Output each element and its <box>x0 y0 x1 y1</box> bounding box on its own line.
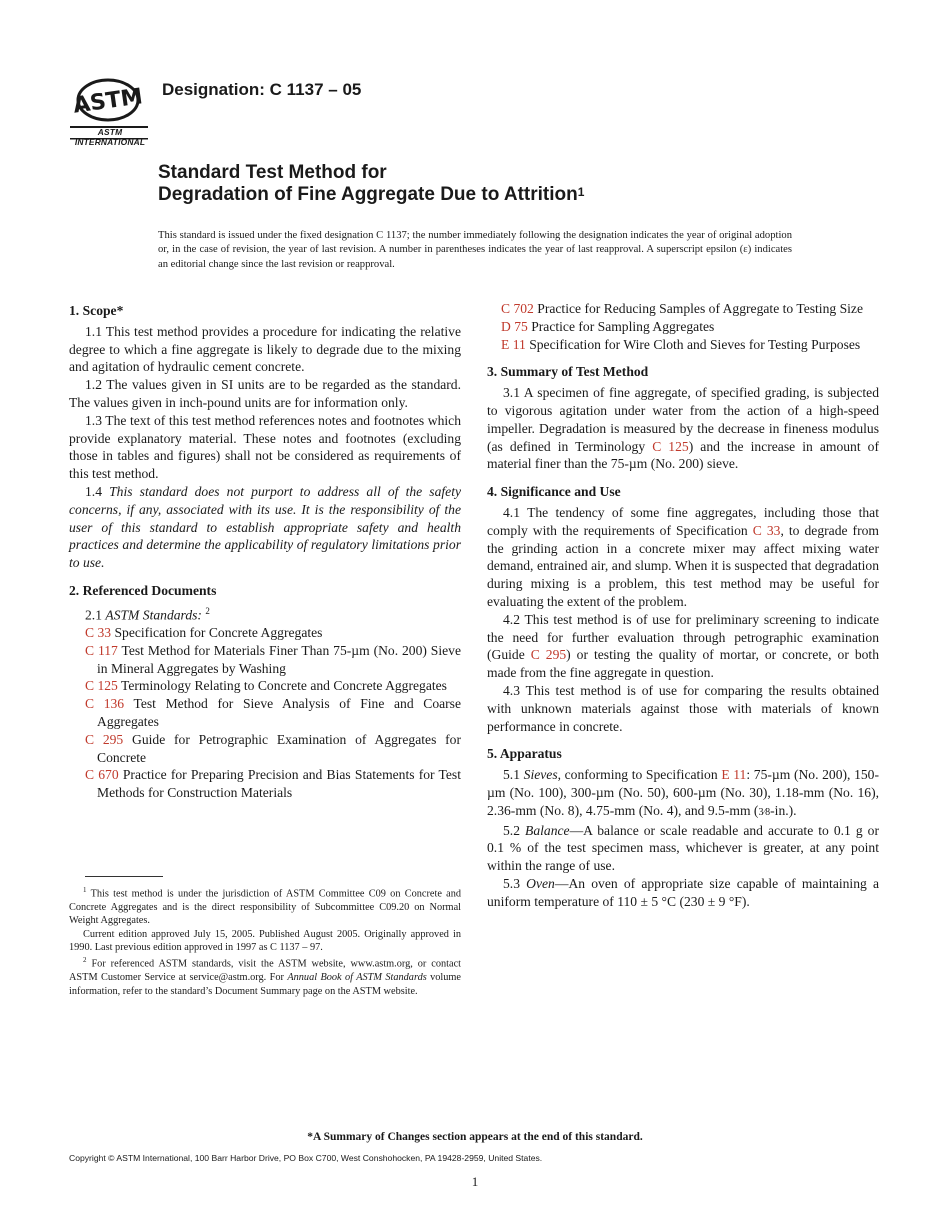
footnote-1-text: This test method is under the jurisdiction of ASTM Committee C09 on Concrete and Concrete Aggregates and is the direct responsibility of Subcommittee C09.20 on Normal Weight Aggregates. <box>69 888 462 927</box>
svg-text:ASTM: ASTM <box>71 84 145 119</box>
link-c295[interactable]: C 295 <box>530 647 567 663</box>
para-5-1-text-c: -in.). <box>770 802 797 818</box>
para-4-3: 4.3 This test method is of use for comparing the results obtained with unknown materials against those with materials of known performance in concrete. <box>487 682 879 734</box>
scope-heading: 1. Scope* <box>69 303 124 318</box>
para-5-2-text: —A balance or scale readable and accurate to 0.1 g or 0.1 % of the test specimen mass, whichever is greater, at any point within the range of use. <box>487 822 879 874</box>
para-4-2-text-b: ) or testing the quality of mortar, or concrete, or both made from the fine aggregate in question. <box>487 647 880 681</box>
ref-title: Test Method for Sieve Analysis of Fine and Coarse Aggregates <box>97 696 461 730</box>
footnote-2-italic: Annual Book of ASTM Standards <box>287 972 427 984</box>
footnote-2 <box>69 954 461 998</box>
para-3-1-text-b: ) and the increase in amount of material finer than the 75-µm (No. 200) sieve. <box>487 438 879 472</box>
ref-item <box>69 642 461 678</box>
designation: Designation: C 1137 – 05 <box>162 80 362 99</box>
summary-heading: 3. Summary of Test Method <box>487 364 649 380</box>
ref-link-e11[interactable]: E 11 <box>501 336 526 352</box>
astm-logo <box>68 78 152 147</box>
footnote-2-text-a: For referenced ASTM standards, visit the ASTM website, www.astm.org, or contact ASTM Customer Service at service@astm.org. For <box>69 958 462 984</box>
para-3-1-text-a: 3.1 A specimen of fine aggregate, of specified grading, is subjected to vigorous agitation under water from the action of a high-speed impeller. Degradation is measured by the decrease in fineness modulus (as defined in Terminology <box>487 385 879 454</box>
footnotes <box>69 884 461 998</box>
para-5-1-text-a: , conforming to Specification <box>557 767 722 783</box>
ref-item <box>69 695 461 731</box>
ref-title: Specification for Wire Cloth and Sieves for Testing Purposes <box>529 336 861 352</box>
para-3-1 <box>487 384 879 473</box>
para-5-1-term: Sieves <box>523 767 558 783</box>
significance-heading: 4. Significance and Use <box>487 484 621 500</box>
ref-title: Practice for Sampling Aggregates <box>531 318 715 334</box>
ref-title: Guide for Petrographic Examination of Aggregates for Concrete <box>97 731 461 765</box>
ref-link-c136[interactable]: C 136 <box>85 696 125 712</box>
para-1-4-num: 1.4 <box>85 483 110 499</box>
para-5-3-num: 5.3 <box>503 875 527 891</box>
para-5-2-term: Balance <box>525 822 570 838</box>
para-4-2 <box>487 611 879 682</box>
para-4-1-text-a: 4.1 The tendency of some fine aggregates, including those that comply with the requirements of Specification <box>487 504 879 538</box>
copyright: Copyright © ASTM International, 100 Barr Harbor Drive, PO Box C700, West Conshohocken, PA 19428-2959, United States. <box>69 1153 543 1163</box>
footnote-1-mark: 1 <box>83 886 87 894</box>
title-footnote-mark: 1 <box>577 185 585 199</box>
ref-item <box>69 731 461 767</box>
footnote-1 <box>69 884 461 928</box>
para-5-2-num: 5.2 <box>503 822 526 838</box>
logo-text: ASTM INTERNATIONAL <box>74 127 146 147</box>
ref-link-c702[interactable]: C 702 <box>501 301 534 316</box>
para-1-4 <box>69 483 461 572</box>
para-1-1: 1.1 This test method provides a procedure for indicating the relative degree to which a fine aggregate is likely to degrade due to the mixing and agitation of hydraulic cement concrete. <box>69 323 461 375</box>
apparatus-heading: 5. Apparatus <box>487 746 562 762</box>
fraction-three-eighths: 3⁄8 <box>758 806 771 818</box>
link-c125[interactable]: C 125 <box>652 438 689 454</box>
para-5-1 <box>487 766 879 821</box>
footnote-2-text-b: volume information, refer to the standard’s Document Summary page on the ASTM website. <box>69 972 462 997</box>
para-2-1 <box>69 603 461 624</box>
ref-title: Specification for Concrete Aggregates <box>114 625 323 641</box>
ref-item <box>69 766 461 802</box>
para-4-2-text-a: 4.2 This test method is of use for preliminary screening to indicate the need for further evaluation through petrographic examination (Guide <box>487 611 879 663</box>
ref-link-c295[interactable]: C 295 <box>85 731 124 747</box>
ref-link-c670[interactable]: C 670 <box>85 767 119 783</box>
ref-item <box>69 624 461 642</box>
title-line-2 <box>158 183 584 207</box>
footnote-2-mark: 2 <box>83 956 87 965</box>
para-5-2 <box>487 822 879 875</box>
ref-item <box>69 677 461 695</box>
para-4-1-text-b: , to degrade from the grinding action in a concrete mixer may affect mixing water demand, entrained air, and slump. When it is suspected that degradation during mixing is a problem, this test method may be useful for evaluating the extent of the problem. <box>487 522 879 609</box>
para-1-3: 1.3 The text of this test method references notes and footnotes which provide explanatory material. These notes and footnotes (excluding those in tables and figures) shall not be considered as requirements of this test method. <box>69 412 461 482</box>
ref-item <box>487 300 879 318</box>
referenced-heading: 2. Referenced Documents <box>69 582 217 598</box>
para-2-1-num: 2.1 <box>85 607 106 623</box>
title-text: Degradation of Fine Aggregate Due to Attrition <box>158 184 578 205</box>
footnote-divider <box>85 876 163 877</box>
para-5-3 <box>487 875 879 911</box>
title-line-1: Standard Test Method for <box>158 162 387 183</box>
para-5-1-text-b: : 75-µm (No. 200), 150-µm (No. 100), 300-µm (No. 50), 600-µm (No. 30), 1.18-mm (No. 16), 2.36-mm (No. 8), 4.75-mm (No. 4), and 9.5-mm ( <box>487 767 880 818</box>
ref-link-c117[interactable]: C 117 <box>85 642 118 658</box>
para-5-3-text: —An oven of appropriate size capable of maintaining a uniform temperature of 110 ± 5 °C (230 ± 9 °F). <box>487 875 879 909</box>
para-5-1-num: 5.1 <box>503 767 524 783</box>
summary-of-changes-note: *A Summary of Changes section appears at the end of this standard. <box>307 1131 643 1143</box>
ref-link-c125[interactable]: C 125 <box>85 678 118 694</box>
link-c33[interactable]: C 33 <box>752 522 781 538</box>
footnote-1-edition: Current edition approved July 15, 2005. Published August 2005. Originally approved in 1990. Last previous edition approved in 1997 as C 1137 – 97. <box>69 928 461 954</box>
issuance-note: This standard is issued under the fixed designation C 1137; the number immediately following the designation indicates the year of original adoption or, in the case of revision, the year of last revision. A number in parentheses indicates the year of last reapproval. A superscript epsilon (ε) indicates an editorial change since the last revision or reapproval. <box>158 230 792 270</box>
ref-item <box>487 336 879 354</box>
para-1-2: 1.2 The values given in SI units are to be regarded as the standard. The values given in inch-pound units are for information only. <box>69 377 461 410</box>
para-4-1 <box>487 504 879 611</box>
link-e11[interactable]: E 11 <box>721 767 747 783</box>
ref-link-c33[interactable]: C 33 <box>85 625 112 641</box>
ref-item <box>487 318 879 336</box>
ref-title: Practice for Reducing Samples of Aggregate to Testing Size <box>537 301 863 316</box>
left-column <box>69 298 461 802</box>
ref-title: Practice for Preparing Precision and Bias Statements for Test Methods for Construction Materials <box>97 767 461 801</box>
ref-title: Test Method for Materials Finer Than 75-µm (No. 200) Sieve in Mineral Aggregates by Washing <box>97 642 462 676</box>
para-1-4-text: This standard does not purport to address all of the safety concerns, if any, associated with its use. It is the responsibility of the user of this standard to establish appropriate safety and health practices and determine the applicability of regulatory limitations prior to use. <box>69 483 462 571</box>
para-2-1-label: ASTM Standards: <box>105 607 202 623</box>
page-number: 1 <box>471 1174 479 1189</box>
ref-title: Terminology Relating to Concrete and Concrete Aggregates <box>121 678 447 694</box>
right-column <box>487 300 879 911</box>
ref-link-d75[interactable]: D 75 <box>501 318 528 334</box>
para-2-1-mark: 2 <box>205 605 210 616</box>
para-5-3-term: Oven <box>526 875 555 891</box>
